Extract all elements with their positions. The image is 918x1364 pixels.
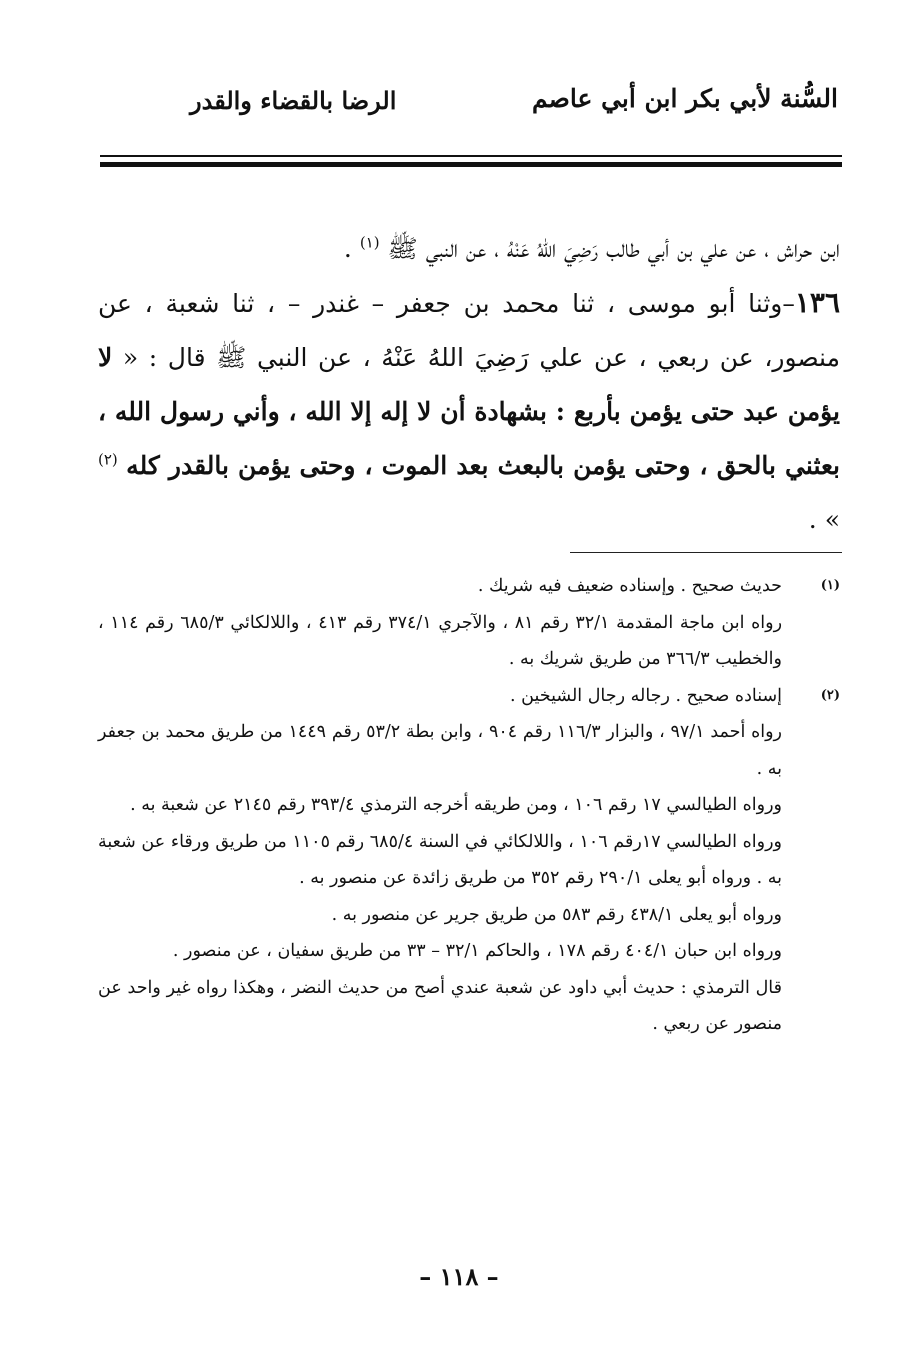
page-number: – ١١٨ –	[419, 1262, 499, 1291]
footnote-2	[98, 678, 840, 1043]
hadith-number: ١٣٦	[794, 286, 840, 319]
footnote-separator	[570, 552, 842, 553]
hadith-text: لا يؤمن عبد حتى يؤمن بأربع : بشهادة أن لا إله إلا الله ، وأني رسول الله ، بعثني بالحق ، وحتى يؤمن بالبعث بعد الموت ، وحتى يؤمن بالقدر كله	[98, 343, 840, 480]
footnote-line: إسناده صحيح . رجاله رجال الشيخين .	[510, 685, 782, 706]
footnote-line: ورواه ابن حبان ٤٠٤/١ رقم ١٧٨ ، والحاكم ٣٢/١ – ٣٣ من طريق سفيان ، عن منصور .	[172, 941, 782, 961]
chapter-title: الرضا بالقضاء والقدر	[190, 86, 397, 115]
footnotes	[98, 568, 840, 1043]
header-rule-thick	[100, 162, 842, 167]
footnote-line: رواه ابن ماجة المقدمة ٣٢/١ رقم ٨١ ، والآجري ٣٧٤/١ رقم ٤١٣ ، واللالكائي ٦٨٥/٣ رقم ١١٤ ، والخطيب ٣٦٦/٣ من طريق شريك به .	[98, 612, 783, 669]
footnote-1	[98, 568, 840, 678]
main-text	[98, 222, 840, 547]
hadith-paragraph	[98, 276, 840, 547]
footnote-line: رواه أحمد ٩٧/١ ، والبزار ١١٦/٣ رقم ٩٠٤ ، وابن بطة ٥٣/٢ رقم ١٤٤٩ من طريق محمد بن جعفر به .	[98, 722, 783, 779]
hadith-end: » .	[808, 505, 840, 534]
footnote-line: ورواه الطيالسي ١٧ رقم ١٠٦ ، ومن طريقه أخرجه الترمذي ٣٩٣/٤ رقم ٢١٤٥ عن شعبة به .	[130, 795, 782, 815]
main-paragraph-1	[98, 222, 840, 276]
book-title: السُّنة لأبي بكر ابن أبي عاصم	[531, 84, 838, 113]
footnote-mark: (١)	[820, 578, 840, 593]
footnote-line: قال الترمذي : حديث أبي داود عن شعبة عندي أصح من حديث النضر ، وهكذا رواه غير واحد عن منصور عن ربعي .	[98, 977, 782, 1034]
footnote-line: حديث صحيح . وإسناده ضعيف فيه شريك .	[477, 576, 782, 596]
main-line-1-end: .	[343, 234, 360, 263]
main-line-1: ابن حراش ، عن علي بن أبي طالب رَضِيَ اللهُ عَنْهُ ، عن النبي ﷺ	[387, 234, 840, 263]
hadith-chain: –وثنا أبو موسى ، ثنا محمد بن جعفر – غندر – ، ثنا شعبة ، عن منصور، عن ربعي ، عن علي رَضِيَ اللهُ عَنْهُ ، عن النبي ﷺ قال : «	[98, 289, 840, 372]
footnote-mark: (٢)	[820, 687, 840, 703]
footnote-ref-2: (٢)	[98, 450, 118, 469]
footnote-line: ورواه أبو يعلى ٤٣٨/١ رقم ٥٨٣ من طريق جرير عن منصور به .	[331, 904, 782, 925]
footnote-ref-1: (١)	[359, 233, 380, 252]
footnote-line: ورواه الطيالسي ١٧رقم ١٠٦ ، واللالكائي في السنة ٦٨٥/٤ رقم ١١٠٥ من طريق ورقاء عن شعبة به . ورواه أبو يعلى ٢٩٠/١ رقم ٣٥٢ من طريق زائدة عن منصور به .	[98, 831, 783, 888]
header-rule-thin	[100, 155, 842, 157]
